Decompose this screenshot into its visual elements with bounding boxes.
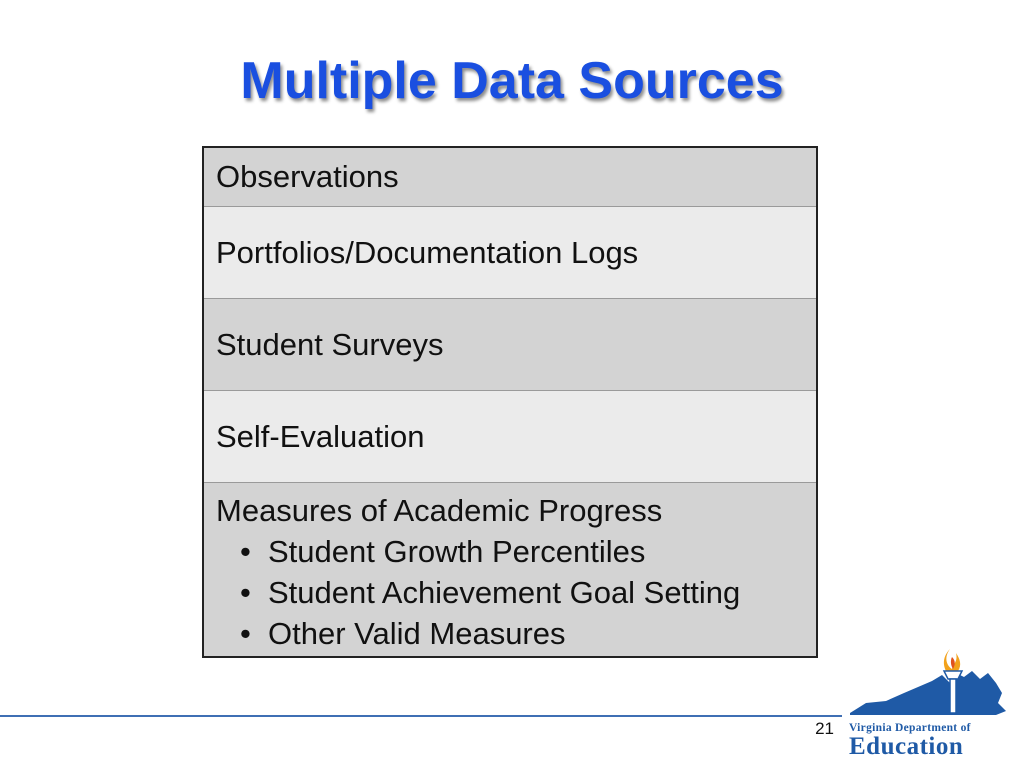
table-row — [204, 299, 816, 391]
data-sources-table — [202, 146, 818, 658]
bullet-text: Other Valid Measures — [268, 616, 566, 651]
slide-title: Multiple Data Sources — [240, 52, 784, 110]
bullet-icon: • — [240, 616, 251, 651]
table-row — [204, 148, 816, 207]
row-label-portfolios: Portfolios/Documentation Logs — [216, 234, 639, 270]
logo-line2: Education — [849, 733, 964, 757]
vdoe-logo — [846, 643, 1012, 757]
table-row — [204, 483, 816, 656]
row-label-student-surveys: Student Surveys — [216, 326, 444, 362]
row-label-self-evaluation: Self-Evaluation — [216, 418, 425, 454]
bullet-icon: • — [240, 575, 251, 610]
virginia-torch-icon — [850, 649, 1006, 715]
page-number: 21 — [815, 719, 834, 738]
bullet-item — [240, 531, 816, 572]
table-row — [204, 391, 816, 483]
bullet-text: Student Achievement Goal Setting — [268, 575, 741, 610]
footer-divider — [0, 715, 842, 717]
bullet-item — [240, 572, 816, 613]
bullet-item — [240, 613, 816, 654]
table-row — [204, 207, 816, 299]
logo-line1: Virginia Department of — [849, 722, 971, 734]
bullet-icon: • — [240, 534, 251, 569]
row-label-observations: Observations — [216, 159, 399, 194]
row-label-measures: Measures of Academic Progress — [216, 493, 663, 528]
measures-bullet-list — [216, 531, 816, 654]
bullet-text: Student Growth Percentiles — [268, 534, 646, 569]
